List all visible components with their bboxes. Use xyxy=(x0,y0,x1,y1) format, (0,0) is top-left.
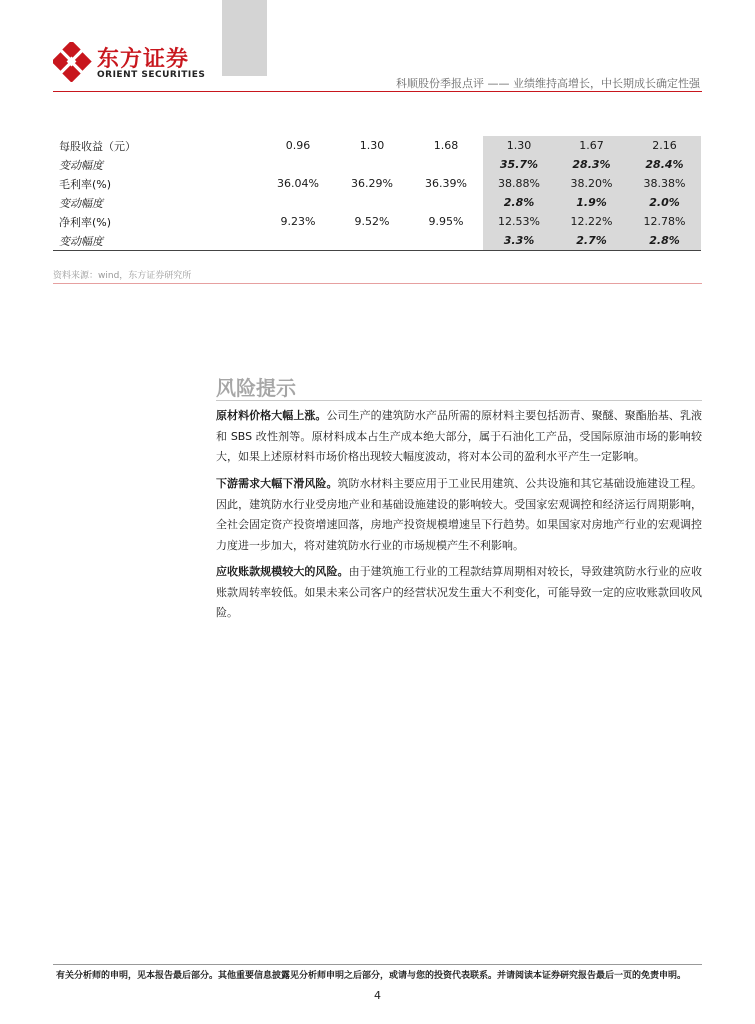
header-gray-band xyxy=(222,0,267,76)
table-cell: 1.30 xyxy=(359,139,385,152)
table-cell-forecast: 1.30 xyxy=(483,136,555,155)
logo-english-name: ORIENT SECURITIES xyxy=(97,70,206,80)
table-row xyxy=(53,231,701,251)
table-row xyxy=(53,136,701,155)
table-cell xyxy=(261,193,335,212)
table-cell-forecast: 12.22% xyxy=(555,212,628,231)
row-label: 毛利率(%) xyxy=(59,177,112,191)
table-cell-forecast: 38.88% xyxy=(483,174,555,193)
table-cell-forecast: 35.7% xyxy=(483,155,555,174)
risk-body: 公司生产的建筑防水产品所需的原材料主要包括沥青、聚醚、聚酯胎基、乳液和 SBS 改性剂等。原材料成本占生产成本绝大部分，属于石油化工产品，受国际原油市场的影响较大，如果上述原材料市场价格出现较大幅度波动，将对本公司的盈利水平产生一定影响。 xyxy=(216,409,703,463)
logo-chinese-name: 东方证券 xyxy=(97,47,190,72)
risk-heading: 原材料价格大幅上涨。 xyxy=(216,409,327,422)
table-cell: 0.96 xyxy=(285,139,311,152)
table-row xyxy=(53,174,701,193)
risk-paragraph xyxy=(216,562,702,624)
header-divider xyxy=(53,91,702,92)
table-cell-forecast: 28.4% xyxy=(628,155,701,174)
orient-logo-icon xyxy=(53,42,93,82)
footer-disclaimer: 有关分析师的申明，见本报告最后部分。其他重要信息披露见分析师申明之后部分，或请与您的投资代表联系。并请阅读本证券研究报告最后一页的免责申明。 xyxy=(56,971,687,981)
row-label: 净利率(%) xyxy=(59,215,112,229)
table-cell-forecast: 12.53% xyxy=(483,212,555,231)
table-cell xyxy=(409,193,483,212)
table-cell xyxy=(335,155,409,174)
orient-securities-logo xyxy=(53,40,213,84)
row-label: 变动幅度 xyxy=(53,231,261,251)
table-cell xyxy=(261,231,335,251)
financial-forecast-table xyxy=(53,136,701,251)
table-cell-forecast: 38.38% xyxy=(628,174,701,193)
table-row xyxy=(53,193,701,212)
table-cell-forecast: 28.3% xyxy=(555,155,628,174)
table-cell-forecast: 2.8% xyxy=(628,231,701,251)
table-cell: 36.29% xyxy=(351,177,393,190)
table-cell: 9.23% xyxy=(280,215,316,228)
row-label: 变动幅度 xyxy=(59,158,103,172)
table-cell: 9.52% xyxy=(354,215,390,228)
source-divider xyxy=(53,283,702,284)
table-cell xyxy=(261,155,335,174)
row-label: 变动幅度 xyxy=(59,196,103,210)
table-cell xyxy=(335,231,409,251)
page-number: 4 xyxy=(374,989,381,1002)
table-cell-forecast: 38.20% xyxy=(555,174,628,193)
table-cell-forecast: 2.0% xyxy=(628,193,701,212)
table-row xyxy=(53,155,701,174)
table-cell: 9.95% xyxy=(428,215,464,228)
table-cell: 36.39% xyxy=(425,177,467,190)
table-cell-forecast: 3.3% xyxy=(483,231,555,251)
table-cell-forecast: 1.9% xyxy=(555,193,628,212)
table-cell xyxy=(409,231,483,251)
table-cell-forecast: 2.8% xyxy=(483,193,555,212)
table-cell: 36.04% xyxy=(277,177,319,190)
risk-heading: 下游需求大幅下滑风险。 xyxy=(216,477,338,490)
row-label: 每股收益（元） xyxy=(59,139,136,153)
data-source-note: 资料来源：wind，东方证券研究所 xyxy=(53,271,192,281)
table-cell xyxy=(409,155,483,174)
table-cell: 1.68 xyxy=(433,139,459,152)
table-cell-forecast: 2.7% xyxy=(555,231,628,251)
risk-title-divider xyxy=(216,400,702,401)
table-cell-forecast: 2.16 xyxy=(628,136,701,155)
footer-divider xyxy=(53,964,702,965)
table-cell-forecast: 1.67 xyxy=(555,136,628,155)
table-row xyxy=(53,212,701,231)
risk-heading: 应收账款规模较大的风险。 xyxy=(216,565,349,578)
table-cell xyxy=(335,193,409,212)
risk-paragraph xyxy=(216,474,702,556)
table-cell-forecast: 12.78% xyxy=(628,212,701,231)
report-title: 科顺股份季报点评 —— 业绩维持高增长，中长期成长确定性强 xyxy=(396,77,700,90)
risk-paragraph xyxy=(216,406,702,468)
risk-section-title: 风险提示 xyxy=(216,376,296,400)
risk-body: 筑防水材料主要应用于工业民用建筑、公共设施和其它基础设施建设工程。因此，建筑防水行业受房地产业和基础设施建设的影响较大。受国家宏观调控和经济运行周期影响，全社会固定资产投资增速回落，房地产投资规模增速呈下行趋势。如果国家对房地产行业的宏观调控力度进一步加大，将对建筑防水行业的市场规模产生不利影响。 xyxy=(216,477,703,552)
risk-body: 由于建筑施工行业的工程款结算周期相对较长，导致建筑防水行业的应收账款周转率较低。如果未来公司客户的经营状况发生重大不利变化，可能导致一定的应收账款回收风险。 xyxy=(216,565,703,619)
